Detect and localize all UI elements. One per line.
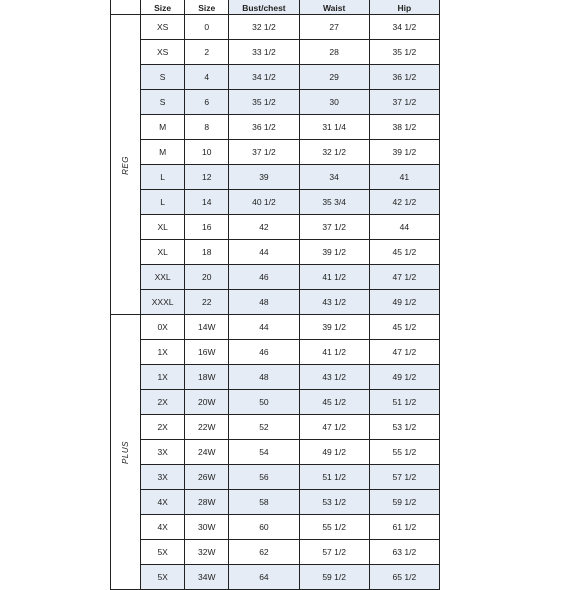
header-bust-chest: Bust/chest bbox=[229, 0, 299, 15]
header-hip: Hip bbox=[369, 0, 439, 15]
size-letter-cell: XS bbox=[141, 15, 185, 40]
hip-cell: 53 1/2 bbox=[369, 415, 439, 440]
table-row bbox=[111, 315, 440, 340]
size-letter-cell: 4X bbox=[141, 515, 185, 540]
bust-chest-cell: 39 bbox=[229, 165, 299, 190]
bust-chest-cell: 56 bbox=[229, 465, 299, 490]
hip-cell: 34 1/2 bbox=[369, 15, 439, 40]
size-letter-cell: M bbox=[141, 140, 185, 165]
table-row bbox=[111, 215, 440, 240]
bust-chest-cell: 44 bbox=[229, 240, 299, 265]
size-letter-cell: 2X bbox=[141, 415, 185, 440]
size-number-cell: 16 bbox=[185, 215, 229, 240]
hip-cell: 39 1/2 bbox=[369, 140, 439, 165]
size-number-cell: 12 bbox=[185, 165, 229, 190]
group-label: REG bbox=[121, 155, 131, 175]
hip-cell: 63 1/2 bbox=[369, 540, 439, 565]
table-row bbox=[111, 290, 440, 315]
hip-cell: 35 1/2 bbox=[369, 40, 439, 65]
bust-chest-cell: 46 bbox=[229, 340, 299, 365]
waist-cell: 39 1/2 bbox=[299, 240, 369, 265]
size-letter-cell: XL bbox=[141, 215, 185, 240]
bust-chest-cell: 36 1/2 bbox=[229, 115, 299, 140]
waist-cell: 49 1/2 bbox=[299, 440, 369, 465]
waist-cell: 30 bbox=[299, 90, 369, 115]
size-number-cell: 8 bbox=[185, 115, 229, 140]
waist-cell: 47 1/2 bbox=[299, 415, 369, 440]
hip-cell: 45 1/2 bbox=[369, 240, 439, 265]
waist-cell: 32 1/2 bbox=[299, 140, 369, 165]
table-row bbox=[111, 165, 440, 190]
hip-cell: 51 1/2 bbox=[369, 390, 439, 415]
table-row bbox=[111, 115, 440, 140]
table-row bbox=[111, 340, 440, 365]
bust-chest-cell: 44 bbox=[229, 315, 299, 340]
header-size-number: Size bbox=[185, 0, 229, 15]
waist-cell: 35 3/4 bbox=[299, 190, 369, 215]
bust-chest-cell: 54 bbox=[229, 440, 299, 465]
hip-cell: 36 1/2 bbox=[369, 65, 439, 90]
table-row bbox=[111, 365, 440, 390]
waist-cell: 28 bbox=[299, 40, 369, 65]
waist-cell: 57 1/2 bbox=[299, 540, 369, 565]
size-number-cell: 30W bbox=[185, 515, 229, 540]
size-letter-cell: M bbox=[141, 115, 185, 140]
waist-cell: 37 1/2 bbox=[299, 215, 369, 240]
waist-cell: 29 bbox=[299, 65, 369, 90]
waist-cell: 51 1/2 bbox=[299, 465, 369, 490]
bust-chest-cell: 46 bbox=[229, 265, 299, 290]
table-row bbox=[111, 15, 440, 40]
bust-chest-cell: 48 bbox=[229, 290, 299, 315]
hip-cell: 49 1/2 bbox=[369, 365, 439, 390]
bust-chest-cell: 37 1/2 bbox=[229, 140, 299, 165]
table-row bbox=[111, 140, 440, 165]
bust-chest-cell: 62 bbox=[229, 540, 299, 565]
waist-cell: 41 1/2 bbox=[299, 340, 369, 365]
bust-chest-cell: 58 bbox=[229, 490, 299, 515]
waist-cell: 27 bbox=[299, 15, 369, 40]
hip-cell: 47 1/2 bbox=[369, 265, 439, 290]
size-number-cell: 4 bbox=[185, 65, 229, 90]
table-row bbox=[111, 40, 440, 65]
hip-cell: 47 1/2 bbox=[369, 340, 439, 365]
hip-cell: 57 1/2 bbox=[369, 465, 439, 490]
size-letter-cell: XXL bbox=[141, 265, 185, 290]
size-number-cell: 10 bbox=[185, 140, 229, 165]
table-row bbox=[111, 440, 440, 465]
size-letter-cell: L bbox=[141, 190, 185, 215]
hip-cell: 45 1/2 bbox=[369, 315, 439, 340]
hip-cell: 65 1/2 bbox=[369, 565, 439, 590]
hip-cell: 37 1/2 bbox=[369, 90, 439, 115]
group-cell-plus bbox=[111, 315, 141, 590]
size-chart bbox=[110, 0, 440, 590]
bust-chest-cell: 40 1/2 bbox=[229, 190, 299, 215]
bust-chest-cell: 32 1/2 bbox=[229, 15, 299, 40]
header-row bbox=[111, 0, 440, 15]
bust-chest-cell: 42 bbox=[229, 215, 299, 240]
table-row bbox=[111, 90, 440, 115]
bust-chest-cell: 34 1/2 bbox=[229, 65, 299, 90]
waist-cell: 43 1/2 bbox=[299, 365, 369, 390]
size-table-body bbox=[111, 0, 440, 590]
waist-cell: 59 1/2 bbox=[299, 565, 369, 590]
size-number-cell: 2 bbox=[185, 40, 229, 65]
hip-cell: 59 1/2 bbox=[369, 490, 439, 515]
waist-cell: 45 1/2 bbox=[299, 390, 369, 415]
size-letter-cell: 3X bbox=[141, 465, 185, 490]
size-letter-cell: 0X bbox=[141, 315, 185, 340]
waist-cell: 39 1/2 bbox=[299, 315, 369, 340]
table-row bbox=[111, 490, 440, 515]
hip-cell: 38 1/2 bbox=[369, 115, 439, 140]
bust-chest-cell: 60 bbox=[229, 515, 299, 540]
size-letter-cell: 1X bbox=[141, 365, 185, 390]
bust-chest-cell: 35 1/2 bbox=[229, 90, 299, 115]
hip-cell: 41 bbox=[369, 165, 439, 190]
size-number-cell: 14 bbox=[185, 190, 229, 215]
group-label: PLUS bbox=[121, 441, 131, 464]
size-number-cell: 24W bbox=[185, 440, 229, 465]
table-row bbox=[111, 65, 440, 90]
hip-cell: 61 1/2 bbox=[369, 515, 439, 540]
size-number-cell: 34W bbox=[185, 565, 229, 590]
waist-cell: 55 1/2 bbox=[299, 515, 369, 540]
bust-chest-cell: 52 bbox=[229, 415, 299, 440]
size-letter-cell: XXXL bbox=[141, 290, 185, 315]
size-letter-cell: 5X bbox=[141, 565, 185, 590]
header-size-letter: Size bbox=[141, 0, 185, 15]
group-cell-reg bbox=[111, 15, 141, 315]
table-row bbox=[111, 265, 440, 290]
size-table bbox=[110, 0, 440, 590]
bust-chest-cell: 48 bbox=[229, 365, 299, 390]
size-letter-cell: 5X bbox=[141, 540, 185, 565]
hip-cell: 44 bbox=[369, 215, 439, 240]
bust-chest-cell: 64 bbox=[229, 565, 299, 590]
waist-cell: 43 1/2 bbox=[299, 290, 369, 315]
size-letter-cell: 1X bbox=[141, 340, 185, 365]
table-row bbox=[111, 190, 440, 215]
table-row bbox=[111, 465, 440, 490]
size-number-cell: 6 bbox=[185, 90, 229, 115]
size-letter-cell: S bbox=[141, 65, 185, 90]
hip-cell: 55 1/2 bbox=[369, 440, 439, 465]
waist-cell: 34 bbox=[299, 165, 369, 190]
size-number-cell: 14W bbox=[185, 315, 229, 340]
header-waist: Waist bbox=[299, 0, 369, 15]
size-number-cell: 22 bbox=[185, 290, 229, 315]
table-row bbox=[111, 390, 440, 415]
size-letter-cell: S bbox=[141, 90, 185, 115]
size-letter-cell: 2X bbox=[141, 390, 185, 415]
size-number-cell: 20W bbox=[185, 390, 229, 415]
bust-chest-cell: 33 1/2 bbox=[229, 40, 299, 65]
size-number-cell: 18W bbox=[185, 365, 229, 390]
waist-cell: 41 1/2 bbox=[299, 265, 369, 290]
table-row bbox=[111, 240, 440, 265]
size-number-cell: 22W bbox=[185, 415, 229, 440]
size-number-cell: 32W bbox=[185, 540, 229, 565]
table-row bbox=[111, 565, 440, 590]
size-letter-cell: L bbox=[141, 165, 185, 190]
hip-cell: 49 1/2 bbox=[369, 290, 439, 315]
size-number-cell: 16W bbox=[185, 340, 229, 365]
size-number-cell: 28W bbox=[185, 490, 229, 515]
table-row bbox=[111, 415, 440, 440]
corner-cell bbox=[111, 0, 141, 15]
table-row bbox=[111, 540, 440, 565]
size-letter-cell: 4X bbox=[141, 490, 185, 515]
waist-cell: 31 1/4 bbox=[299, 115, 369, 140]
waist-cell: 53 1/2 bbox=[299, 490, 369, 515]
hip-cell: 42 1/2 bbox=[369, 190, 439, 215]
size-number-cell: 0 bbox=[185, 15, 229, 40]
size-letter-cell: XL bbox=[141, 240, 185, 265]
table-row bbox=[111, 515, 440, 540]
size-number-cell: 18 bbox=[185, 240, 229, 265]
size-number-cell: 26W bbox=[185, 465, 229, 490]
size-letter-cell: XS bbox=[141, 40, 185, 65]
size-number-cell: 20 bbox=[185, 265, 229, 290]
bust-chest-cell: 50 bbox=[229, 390, 299, 415]
size-letter-cell: 3X bbox=[141, 440, 185, 465]
